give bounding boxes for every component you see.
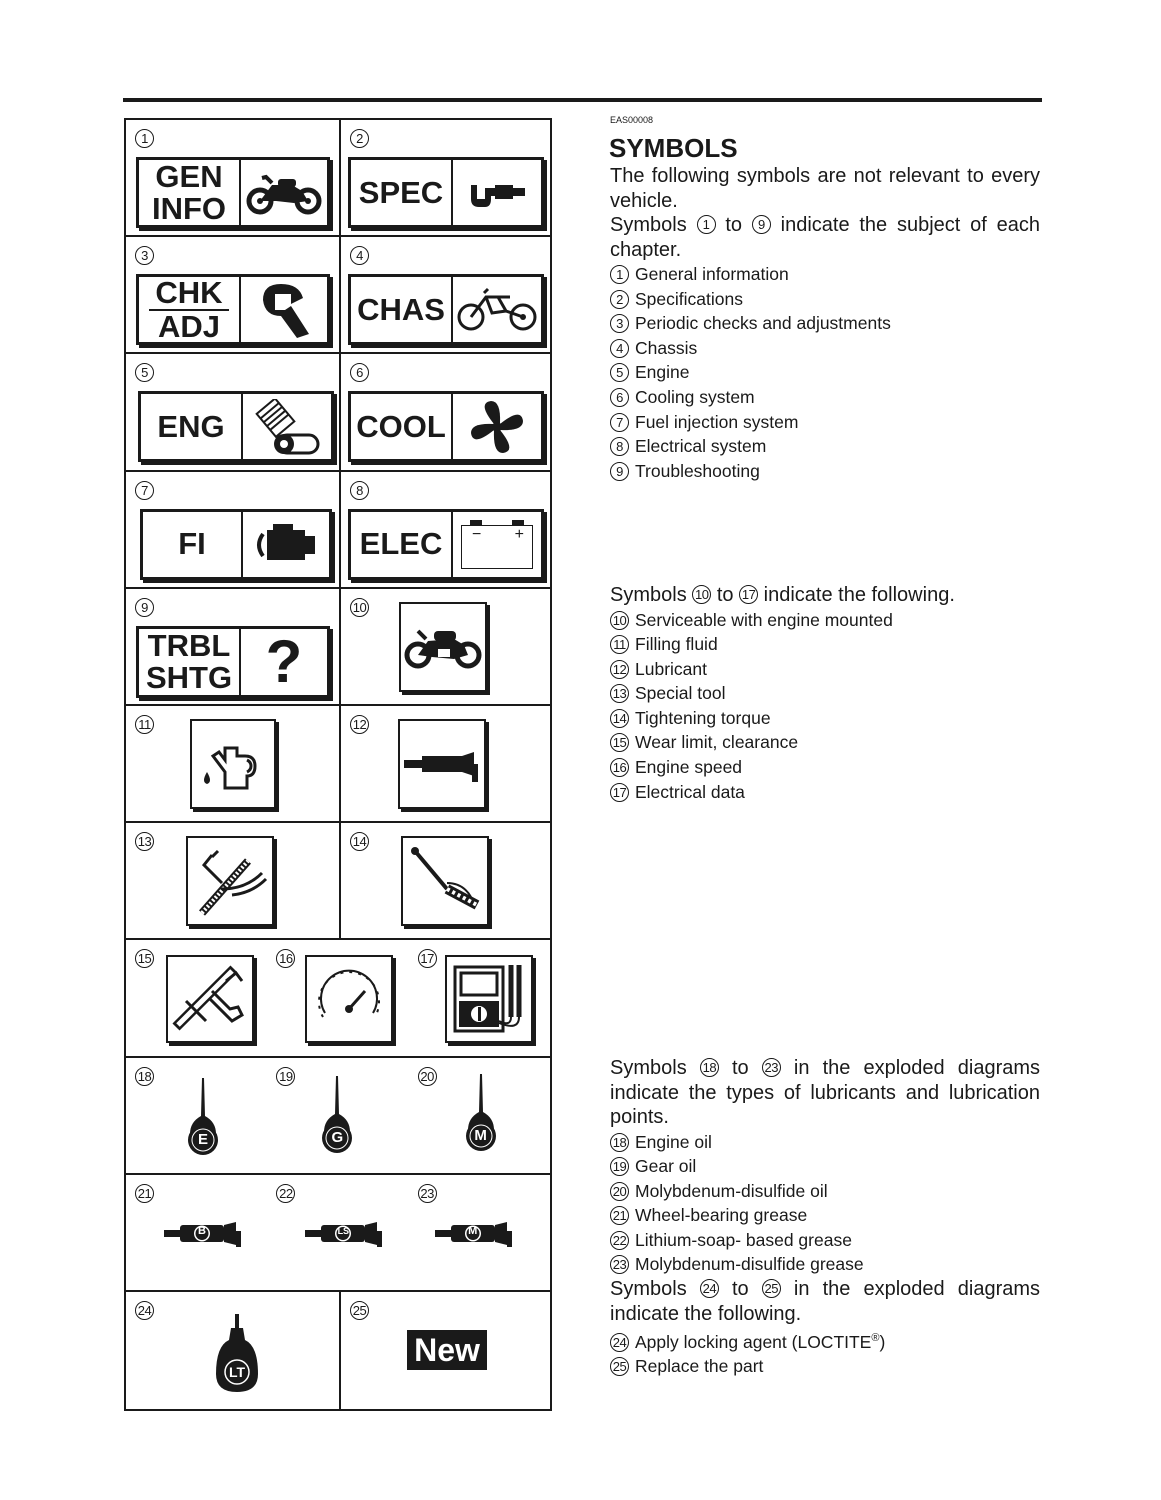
lubricant-symbols-section (610, 1056, 1040, 1379)
symbol-number: 25 (762, 1279, 781, 1298)
symbol-number: 19 (276, 1067, 295, 1086)
tachometer-icon (305, 955, 393, 1043)
motorcycle-icon (241, 160, 327, 225)
label-line: CHAS (357, 291, 445, 327)
symbol-number: 1 (135, 129, 154, 148)
battery-icon (453, 512, 541, 577)
micrometer-icon (453, 160, 541, 225)
following-symbol-list (610, 608, 1040, 805)
list-item: 9 Troubleshooting (610, 459, 1040, 484)
list-item: 22 Lithium-soap- based grease (610, 1228, 1040, 1253)
list-item: 12 Lubricant (610, 657, 1040, 682)
lubricant-tube-icon (398, 719, 486, 809)
list-item: 11 Filling fluid (610, 632, 1040, 657)
document-code: EAS00008 (610, 115, 654, 125)
symbol-number: 17 (739, 585, 758, 604)
page-title: SYMBOLS (609, 133, 738, 163)
symbol-number: 24 (135, 1301, 154, 1320)
following-intro: Symbols 10 to 17 indicate the following. (610, 584, 955, 606)
symbol-number: 3 (135, 246, 154, 265)
grid-row (126, 706, 550, 823)
symbol-cell-9 (126, 589, 341, 704)
intro-paragraph: The following symbols are not relevant to every vehicle. (610, 165, 1040, 212)
lubricant-intro: Symbols 18 to 23 in the exploded diagrams indicate the types of lubricants and lubrication points. (610, 1057, 1041, 1128)
gear-oil-icon (322, 1076, 352, 1160)
list-item: 10 Serviceable with engine mounted (610, 608, 1040, 633)
motorcycle-frame-icon (453, 277, 541, 342)
symbol-cell-10 (341, 589, 550, 704)
lubricant-symbol-list (610, 1130, 1040, 1278)
list-item: 5 Engine (610, 360, 1040, 385)
list-item: 19 Gear oil (610, 1154, 1040, 1179)
symbol-cell-3 (126, 237, 341, 352)
header-rule (123, 98, 1042, 102)
label-line: ELEC (359, 526, 443, 562)
gen-info-label-box (136, 157, 330, 228)
list-item: 4 Chassis (610, 336, 1040, 361)
symbol-number: 22 (276, 1184, 295, 1203)
grease-mark-letter: B (198, 1224, 206, 1237)
battery-minus-sign: − (472, 526, 482, 544)
symbol-number: 14 (350, 832, 369, 851)
symbol-number: 10 (692, 585, 711, 604)
symbol-number: 25 (350, 1301, 369, 1320)
symbol-cell-23 (409, 1175, 550, 1290)
symbol-cell-7 (126, 472, 341, 587)
multimeter-icon (445, 955, 533, 1043)
label-line: COOL (356, 408, 446, 444)
symbol-number: 23 (762, 1058, 781, 1077)
symbol-cell-20 (409, 1058, 550, 1173)
list-item: 15 Wear limit, clearance (610, 730, 1040, 755)
symbol-number: 23 (418, 1184, 437, 1203)
symbol-number: 1 (697, 215, 716, 234)
symbol-number: 13 (135, 832, 154, 851)
label-line: SHTG (145, 659, 233, 695)
special-tool-icon (186, 836, 274, 926)
other-symbols-intro: Symbols 24 to 25 in the exploded diagrams indicate the following. (610, 1278, 1041, 1325)
symbol-grid (124, 118, 552, 1411)
chapter-symbol-list (610, 262, 1040, 483)
grid-row (126, 237, 550, 354)
molybdenum-grease-icon (435, 1219, 515, 1249)
symbol-cell-6 (341, 354, 550, 469)
symbol-cell-5 (126, 354, 341, 469)
wrench-icon (241, 277, 327, 342)
symbol-number: 20 (418, 1067, 437, 1086)
grid-row (126, 354, 550, 471)
question-mark-icon: ? (265, 627, 303, 695)
other-symbol-list (610, 1326, 1040, 1379)
chapter-intro: Symbols 1 to 9 indicate the subject of each chapter. (610, 214, 1041, 261)
list-item: 20 Molybdenum-disulfide oil (610, 1179, 1040, 1204)
list-item: 7 Fuel injection system (610, 410, 1040, 435)
engine-block-icon (243, 512, 329, 577)
list-item: 17 Electrical data (610, 780, 1040, 805)
symbol-number: 24 (700, 1279, 719, 1298)
list-item: 13 Special tool (610, 681, 1040, 706)
list-item: 24 Apply locking agent (LOCTITE®) (610, 1326, 1040, 1354)
label-line: FI (178, 526, 206, 562)
symbol-number: 9 (135, 598, 154, 617)
symbol-number: 7 (135, 481, 154, 500)
symbol-cell-15 (126, 940, 267, 1055)
trbl-shtg-label-box (136, 626, 330, 698)
cool-label-box (348, 391, 544, 462)
oil-can-icon (190, 719, 276, 809)
symbol-number: 6 (350, 363, 369, 382)
symbol-number: 18 (135, 1067, 154, 1086)
list-item: 8 Electrical system (610, 434, 1040, 459)
symbol-number: 11 (135, 715, 154, 734)
grid-row (126, 120, 550, 237)
symbol-number: 10 (350, 598, 369, 617)
list-item: 18 Engine oil (610, 1130, 1040, 1155)
piston-icon (243, 394, 331, 459)
oil-mark-letter: G (331, 1128, 344, 1146)
label-line: ADJ (157, 308, 220, 344)
label-line: SPEC (358, 174, 444, 210)
list-item: 25 Replace the part (610, 1354, 1040, 1379)
caliper-icon (166, 955, 254, 1043)
oil-mark-letter: M (474, 1126, 487, 1144)
grid-row (126, 589, 550, 706)
list-item: 21 Wheel-bearing grease (610, 1203, 1040, 1228)
label-line: GEN (155, 158, 223, 194)
list-item: 2 Specifications (610, 287, 1040, 312)
label-line: INFO (151, 190, 227, 226)
following-symbols-section (610, 583, 1040, 804)
chas-label-box (348, 274, 544, 345)
symbol-cell-16 (267, 940, 408, 1055)
symbol-number: 2 (350, 129, 369, 148)
symbol-number: 5 (135, 363, 154, 382)
chk-adj-label-box (136, 274, 330, 345)
symbol-cell-22 (267, 1175, 408, 1290)
engine-oil-icon (188, 1078, 218, 1162)
label-line: TRBL (147, 627, 231, 663)
symbol-cell-19 (267, 1058, 408, 1173)
list-item: 3 Periodic checks and adjustments (610, 311, 1040, 336)
symbol-cell-4 (341, 237, 550, 352)
locking-mark-letters: LT (228, 1363, 246, 1380)
grid-row (126, 1292, 550, 1409)
torque-wrench-icon (401, 836, 489, 926)
oil-mark-letter: E (197, 1130, 208, 1148)
grid-row (126, 823, 550, 940)
symbol-cell-18 (126, 1058, 267, 1173)
symbol-number: 15 (135, 949, 154, 968)
grid-row (126, 472, 550, 589)
symbol-number: 17 (418, 949, 437, 968)
grid-row (126, 1175, 550, 1292)
list-item: 6 Cooling system (610, 385, 1040, 410)
new-part-badge: New (407, 1330, 487, 1370)
grid-row (126, 940, 550, 1057)
grid-row (126, 1058, 550, 1175)
lithium-grease-icon (305, 1219, 385, 1249)
symbol-cell-12 (341, 706, 550, 821)
symbol-cell-21 (126, 1175, 267, 1290)
spec-label-box (348, 157, 544, 228)
symbol-cell-25 (341, 1292, 550, 1409)
symbol-cell-13 (126, 823, 341, 938)
label-line: ENG (157, 408, 225, 444)
engine-mounted-icon (399, 602, 487, 692)
symbol-number: 8 (350, 481, 369, 500)
symbol-cell-1 (126, 120, 341, 235)
symbol-number: 18 (700, 1058, 719, 1077)
symbol-number: 16 (276, 949, 295, 968)
grease-mark-letter: LS (337, 1225, 350, 1236)
symbol-cell-2 (341, 120, 550, 235)
battery-plus-sign: + (514, 526, 524, 544)
label-line: CHK (149, 277, 228, 311)
eng-label-box (138, 391, 334, 462)
elec-label-box (348, 509, 544, 580)
fi-label-box (140, 509, 332, 580)
symbol-cell-24 (126, 1292, 341, 1409)
symbol-number: 21 (135, 1184, 154, 1203)
list-item: 16 Engine speed (610, 755, 1040, 780)
symbol-cell-14 (341, 823, 550, 938)
list-item: 1 General information (610, 262, 1040, 287)
wheel-bearing-grease-icon (164, 1219, 244, 1249)
symbols-description (610, 164, 1040, 483)
symbol-number: 12 (350, 715, 369, 734)
locking-agent-icon (214, 1314, 260, 1394)
symbol-cell-11 (126, 706, 341, 821)
fan-icon (453, 394, 541, 459)
list-item: 23 Molybdenum-disulfide grease (610, 1252, 1040, 1277)
list-item: 14 Tightening torque (610, 706, 1040, 731)
symbol-cell-17 (409, 940, 550, 1055)
grease-mark-letter: M (468, 1224, 478, 1237)
molybdenum-oil-icon (466, 1074, 496, 1158)
symbol-number: 9 (752, 215, 771, 234)
symbol-number: 4 (350, 246, 369, 265)
symbol-cell-8 (341, 472, 550, 587)
